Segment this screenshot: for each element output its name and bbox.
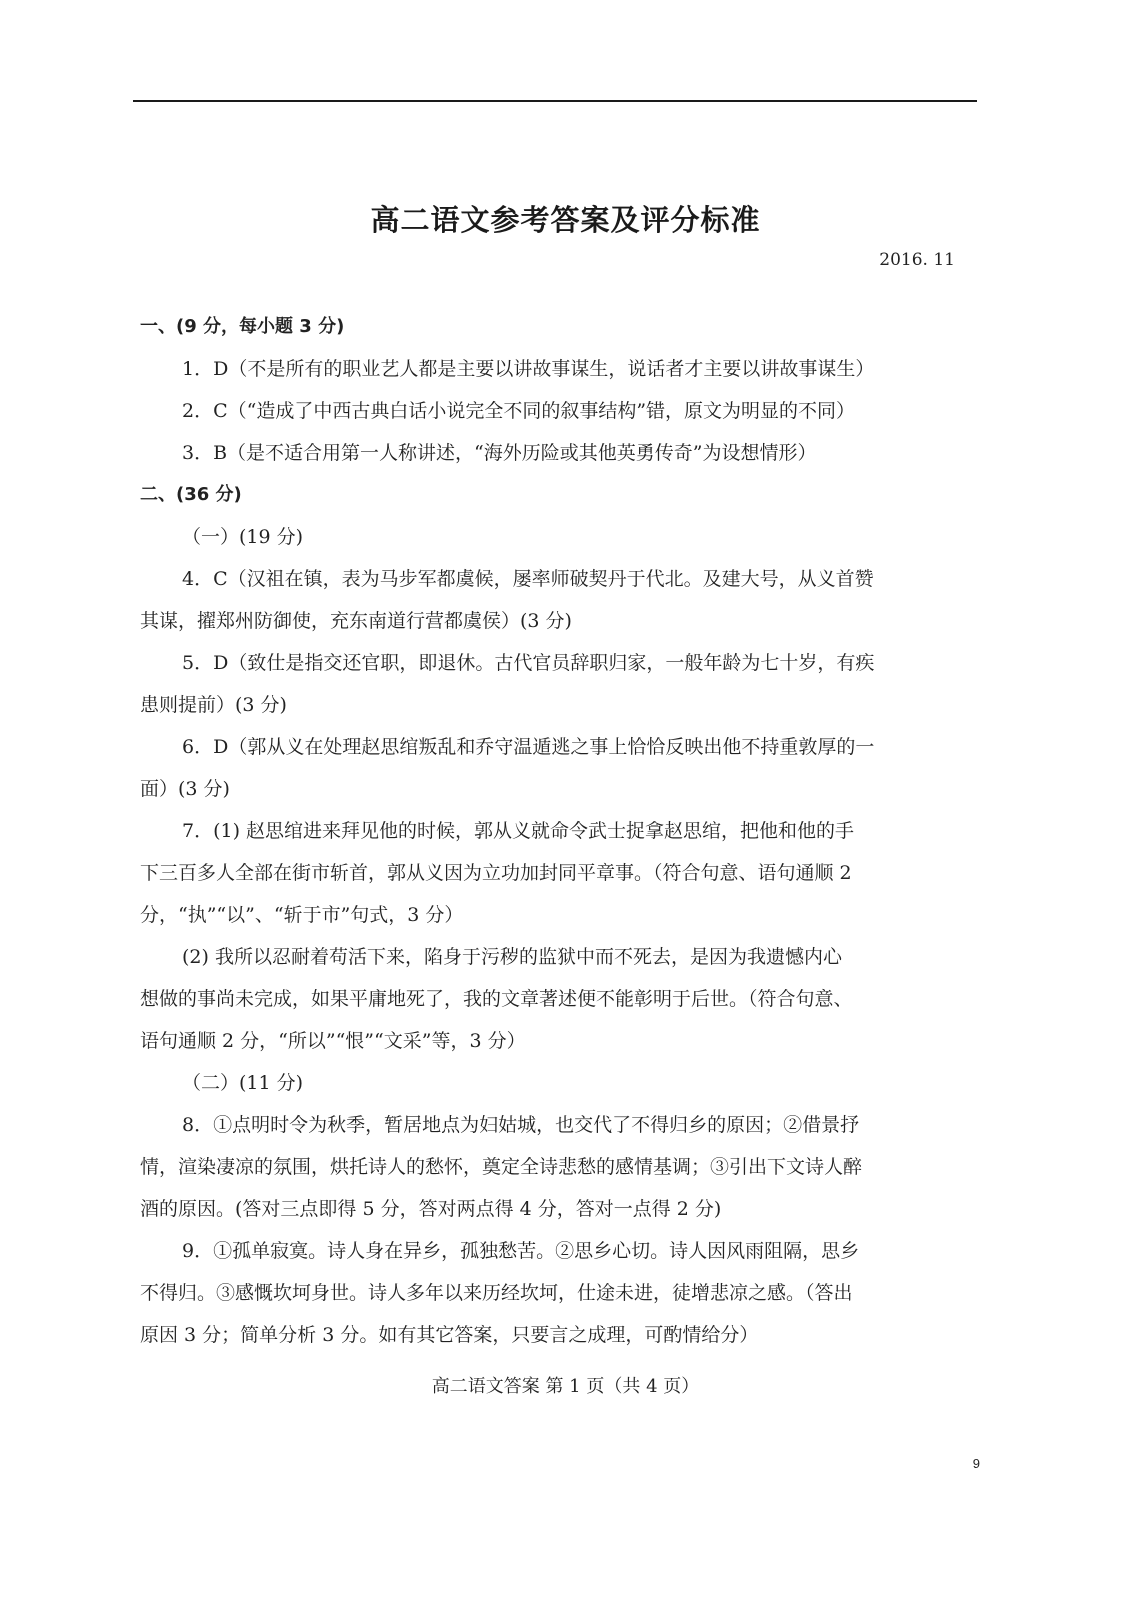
answer-line: 2．C（“造成了中西古典白话小说完全不同的叙事结构”错，原文为明显的不同） [182, 400, 856, 422]
top-rule [133, 100, 977, 102]
answer-line: 9．①孤单寂寞。诗人身在异乡，孤独愁苦。②思乡心切。诗人因风雨阻隔，思乡 [182, 1240, 860, 1262]
answer-line: 原因 3 分；简单分析 3 分。如有其它答案，只要言之成理，可酌情给分） [140, 1324, 759, 1346]
answer-line: 3．B（是不适合用第一人称讲述，“海外历险或其他英勇传奇”为设想情形） [182, 442, 817, 464]
answer-line: 语句通顺 2 分，“所以”“恨”“文采”等，3 分） [140, 1030, 526, 1052]
answer-line: 5．D（致仕是指交还官职，即退休。古代官员辞职归家，一般年龄为七十岁，有疾 [182, 652, 875, 674]
answer-line: 患则提前）(3 分) [140, 694, 287, 716]
answer-line: （一）(19 分) [182, 526, 304, 548]
answer-line: 不得归。③感慨坎坷身世。诗人多年以来历经坎坷，仕途未进，徒增悲凉之感。（答出 [140, 1282, 853, 1304]
answer-line: 7．(1) 赵思绾进来拜见他的时候，郭从义就命令武士捉拿赵思绾，把他和他的手 [182, 820, 855, 842]
answer-line: 6．D（郭从义在处理赵思绾叛乱和乔守温遁逃之事上恰恰反映出他不持重敦厚的一 [182, 736, 875, 758]
answer-line: 分，“执”“以”、“斩于市”句式，3 分） [140, 904, 464, 926]
section-heading: 二、(36 分) [140, 484, 242, 505]
section-heading: 一、(9 分，每小题 3 分) [140, 316, 345, 337]
page-footer: 高二语文答案 第 1 页（共 4 页） [431, 1376, 700, 1397]
answer-line: (2) 我所以忍耐着苟活下来，陷身于污秽的监狱中而不死去，是因为我遗憾内心 [182, 946, 842, 968]
answer-line: 情，渲染凄凉的氛围，烘托诗人的愁怀，奠定全诗悲愁的感情基调；③引出下文诗人醉 [140, 1156, 863, 1178]
answer-body [140, 306, 960, 1356]
document-date: 2016. 11 [879, 250, 955, 270]
page-title: 高二语文参考答案及评分标准 [370, 203, 761, 237]
answer-line: 4．C（汉祖在镇，表为马步军都虞候，屡率师破契丹于代北。及建大号，从义首赞 [182, 568, 874, 590]
answer-line: 想做的事尚未完成，如果平庸地死了，我的文章著述便不能彰明于后世。（符合句意、 [140, 988, 853, 1010]
answer-line: 面）(3 分) [140, 778, 230, 800]
answer-line: 其谋，擢郑州防御使，充东南道行营都虞侯）(3 分) [140, 610, 572, 632]
answer-line: 酒的原因。(答对三点即得 5 分，答对两点得 4 分，答对一点得 2 分) [140, 1198, 722, 1220]
answer-line: 1．D（不是所有的职业艺人都是主要以讲故事谋生，说话者才主要以讲故事谋生） [182, 358, 875, 380]
answer-line: 8．①点明时令为秋季，暂居地点为妇姑城，也交代了不得归乡的原因；②借景抒 [182, 1114, 860, 1136]
answer-line: 下三百多人全部在街市斩首，郭从义因为立功加封同平章事。（符合句意、语句通顺 2 [140, 862, 852, 884]
answer-line: （二）(11 分) [182, 1072, 304, 1094]
page-number: 9 [972, 1456, 980, 1471]
